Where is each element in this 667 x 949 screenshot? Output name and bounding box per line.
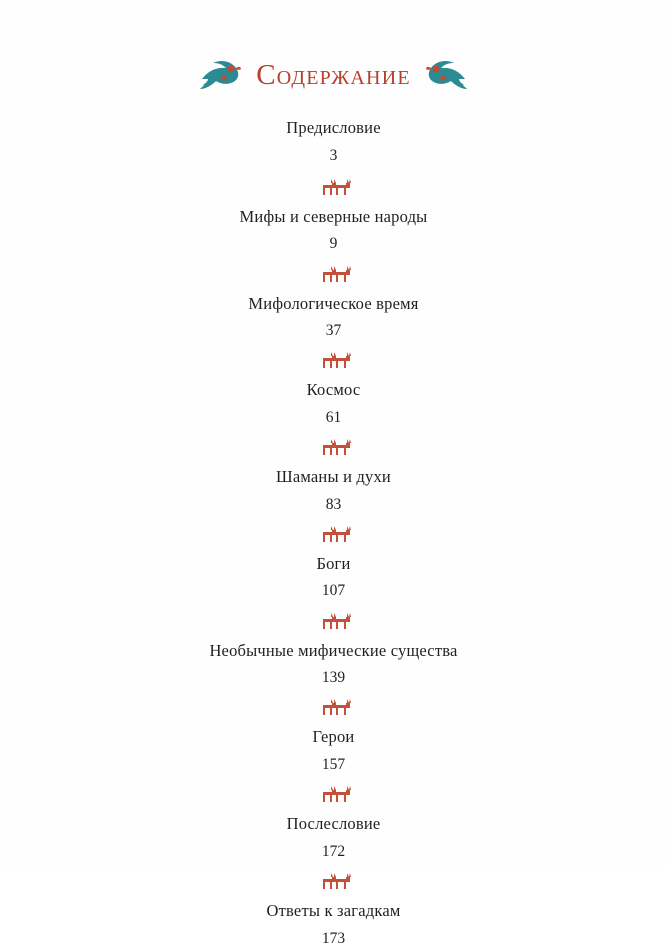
toc-entry-title[interactable]: Шаманы и духи bbox=[276, 467, 391, 487]
toc-entry[interactable] bbox=[0, 207, 667, 255]
toc-entry-page: 107 bbox=[321, 582, 346, 600]
bird-ornament-right-icon bbox=[425, 58, 469, 92]
toc-entry-page: 139 bbox=[321, 669, 346, 687]
toc-entry-title[interactable]: Герои bbox=[312, 727, 355, 747]
toc-entry-page: 172 bbox=[321, 842, 346, 860]
toc-entry[interactable] bbox=[0, 380, 667, 428]
deer-ornament-icon bbox=[317, 437, 351, 459]
toc-entry-title[interactable]: Мифологическое время bbox=[248, 293, 419, 313]
toc-entry-title[interactable]: Боги bbox=[316, 553, 351, 573]
toc-entry-title[interactable]: Ответы к загадкам bbox=[266, 900, 401, 920]
toc-entry-title[interactable]: Послесловие bbox=[286, 814, 381, 834]
toc-entry[interactable] bbox=[0, 901, 667, 949]
toc-entry[interactable] bbox=[0, 814, 667, 862]
toc-entry[interactable] bbox=[0, 554, 667, 602]
toc-entry-title[interactable]: Мифы и северные народы bbox=[239, 206, 428, 226]
deer-ornament-icon bbox=[317, 784, 351, 806]
toc-entry-title[interactable]: Предисловие bbox=[286, 118, 381, 137]
deer-ornament-icon bbox=[317, 524, 351, 546]
toc-entry-list bbox=[0, 118, 667, 949]
toc-entry-page: 83 bbox=[325, 495, 342, 513]
deer-ornament-icon bbox=[317, 871, 351, 893]
toc-header bbox=[198, 58, 469, 92]
bird-ornament-left-icon bbox=[198, 58, 242, 92]
deer-ornament-icon bbox=[317, 350, 351, 372]
toc-entry[interactable] bbox=[0, 467, 667, 515]
toc-entry-title[interactable]: Космос bbox=[306, 380, 361, 400]
toc-entry[interactable] bbox=[0, 641, 667, 689]
toc-entry[interactable] bbox=[0, 294, 667, 342]
page-title: Содержание bbox=[256, 58, 411, 91]
toc-entry[interactable] bbox=[0, 118, 667, 166]
toc-entry-page: 3 bbox=[329, 146, 338, 164]
toc-entry-page: 61 bbox=[325, 408, 342, 426]
toc-entry-page: 37 bbox=[325, 322, 342, 340]
toc-entry[interactable] bbox=[0, 727, 667, 775]
deer-ornament-icon bbox=[317, 697, 351, 719]
toc-entry-title[interactable]: Необычные мифические существа bbox=[209, 640, 458, 660]
toc-entry-page: 157 bbox=[321, 755, 346, 773]
deer-ornament-icon bbox=[317, 177, 351, 199]
deer-ornament-icon bbox=[317, 611, 351, 633]
deer-ornament-icon bbox=[317, 264, 351, 286]
toc-entry-page: 9 bbox=[329, 235, 338, 253]
toc-entry-page: 173 bbox=[321, 929, 346, 947]
